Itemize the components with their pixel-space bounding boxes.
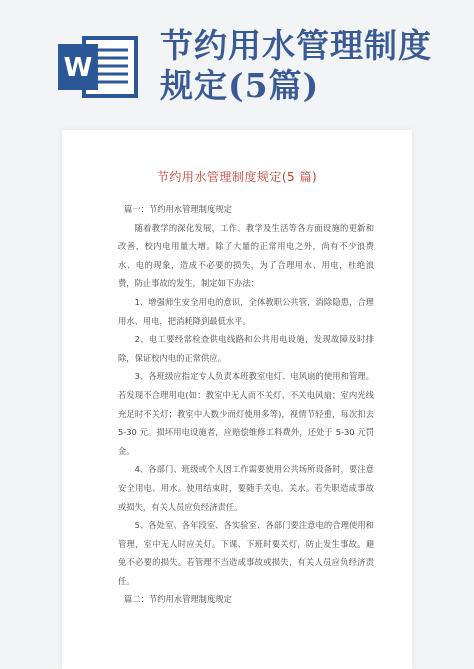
section-heading: 篇二：节约用水管理制度规定: [124, 594, 232, 605]
paragraph: 1、增强师生安全用电的意识，全体教职公共管，消除隐患，合理用水、用电，把消耗降到最低水平。: [118, 296, 374, 326]
document-body: [118, 200, 374, 609]
paragraph: 2、电工要经常检查供电线路和公共用电设施，发现故障及时排除，保证校内电的正常供应。: [118, 334, 374, 363]
paragraph: 5、各处室、各年段室、各实验室、各部门要注意电的合理使用和管理，室中无人时应关灯。下课、下班时要关灯，防止发生事故。避免不必要的损失。若管理不当造成事故或损失，有关人员应负经济责任。: [118, 520, 374, 586]
section-heading: 篇一：节约用水管理制度规定: [124, 204, 232, 214]
word-icon-letter: W: [63, 53, 93, 83]
banner-title: 节约用水管理制度规定(5篇): [160, 26, 432, 105]
word-document-icon: [58, 36, 138, 98]
paragraph: 4、各部门、班级或个人因工作需要使用公共场所设备时，要注意安全用电、用水。使用结束时，要随手关电、关水。若失职造成事故或损失，有关人员应负经济责任。: [118, 464, 374, 512]
paragraph: 随着教学的深化发展，工作、教学及生活等各方面设施的更新和改善，校内电用量大增。除了大量的正常用电之外，尚有不少浪费水、电的现象，造成不必要的损失，为了合理用水、用电，杜绝浪费，防止事故的发生，制定如下办法：: [118, 222, 374, 289]
document-page: [62, 130, 412, 669]
paragraph: 3、各班级应指定专人负责本班教室电灯、电风扇的使用和管理。若发现不合理用电(如：教室中无人而不关灯、不关电风扇；室内光线充足时不关灯；教室中人数少而灯使用多等)，视情节轻重，每次扣去 5-30 元。损坏用电设施者，应赔偿维修工料费外，还处于 5-30 元罚金。: [118, 371, 374, 456]
document-title: 节约用水管理制度规定(5 篇): [156, 170, 318, 184]
header-banner: [0, 0, 474, 130]
